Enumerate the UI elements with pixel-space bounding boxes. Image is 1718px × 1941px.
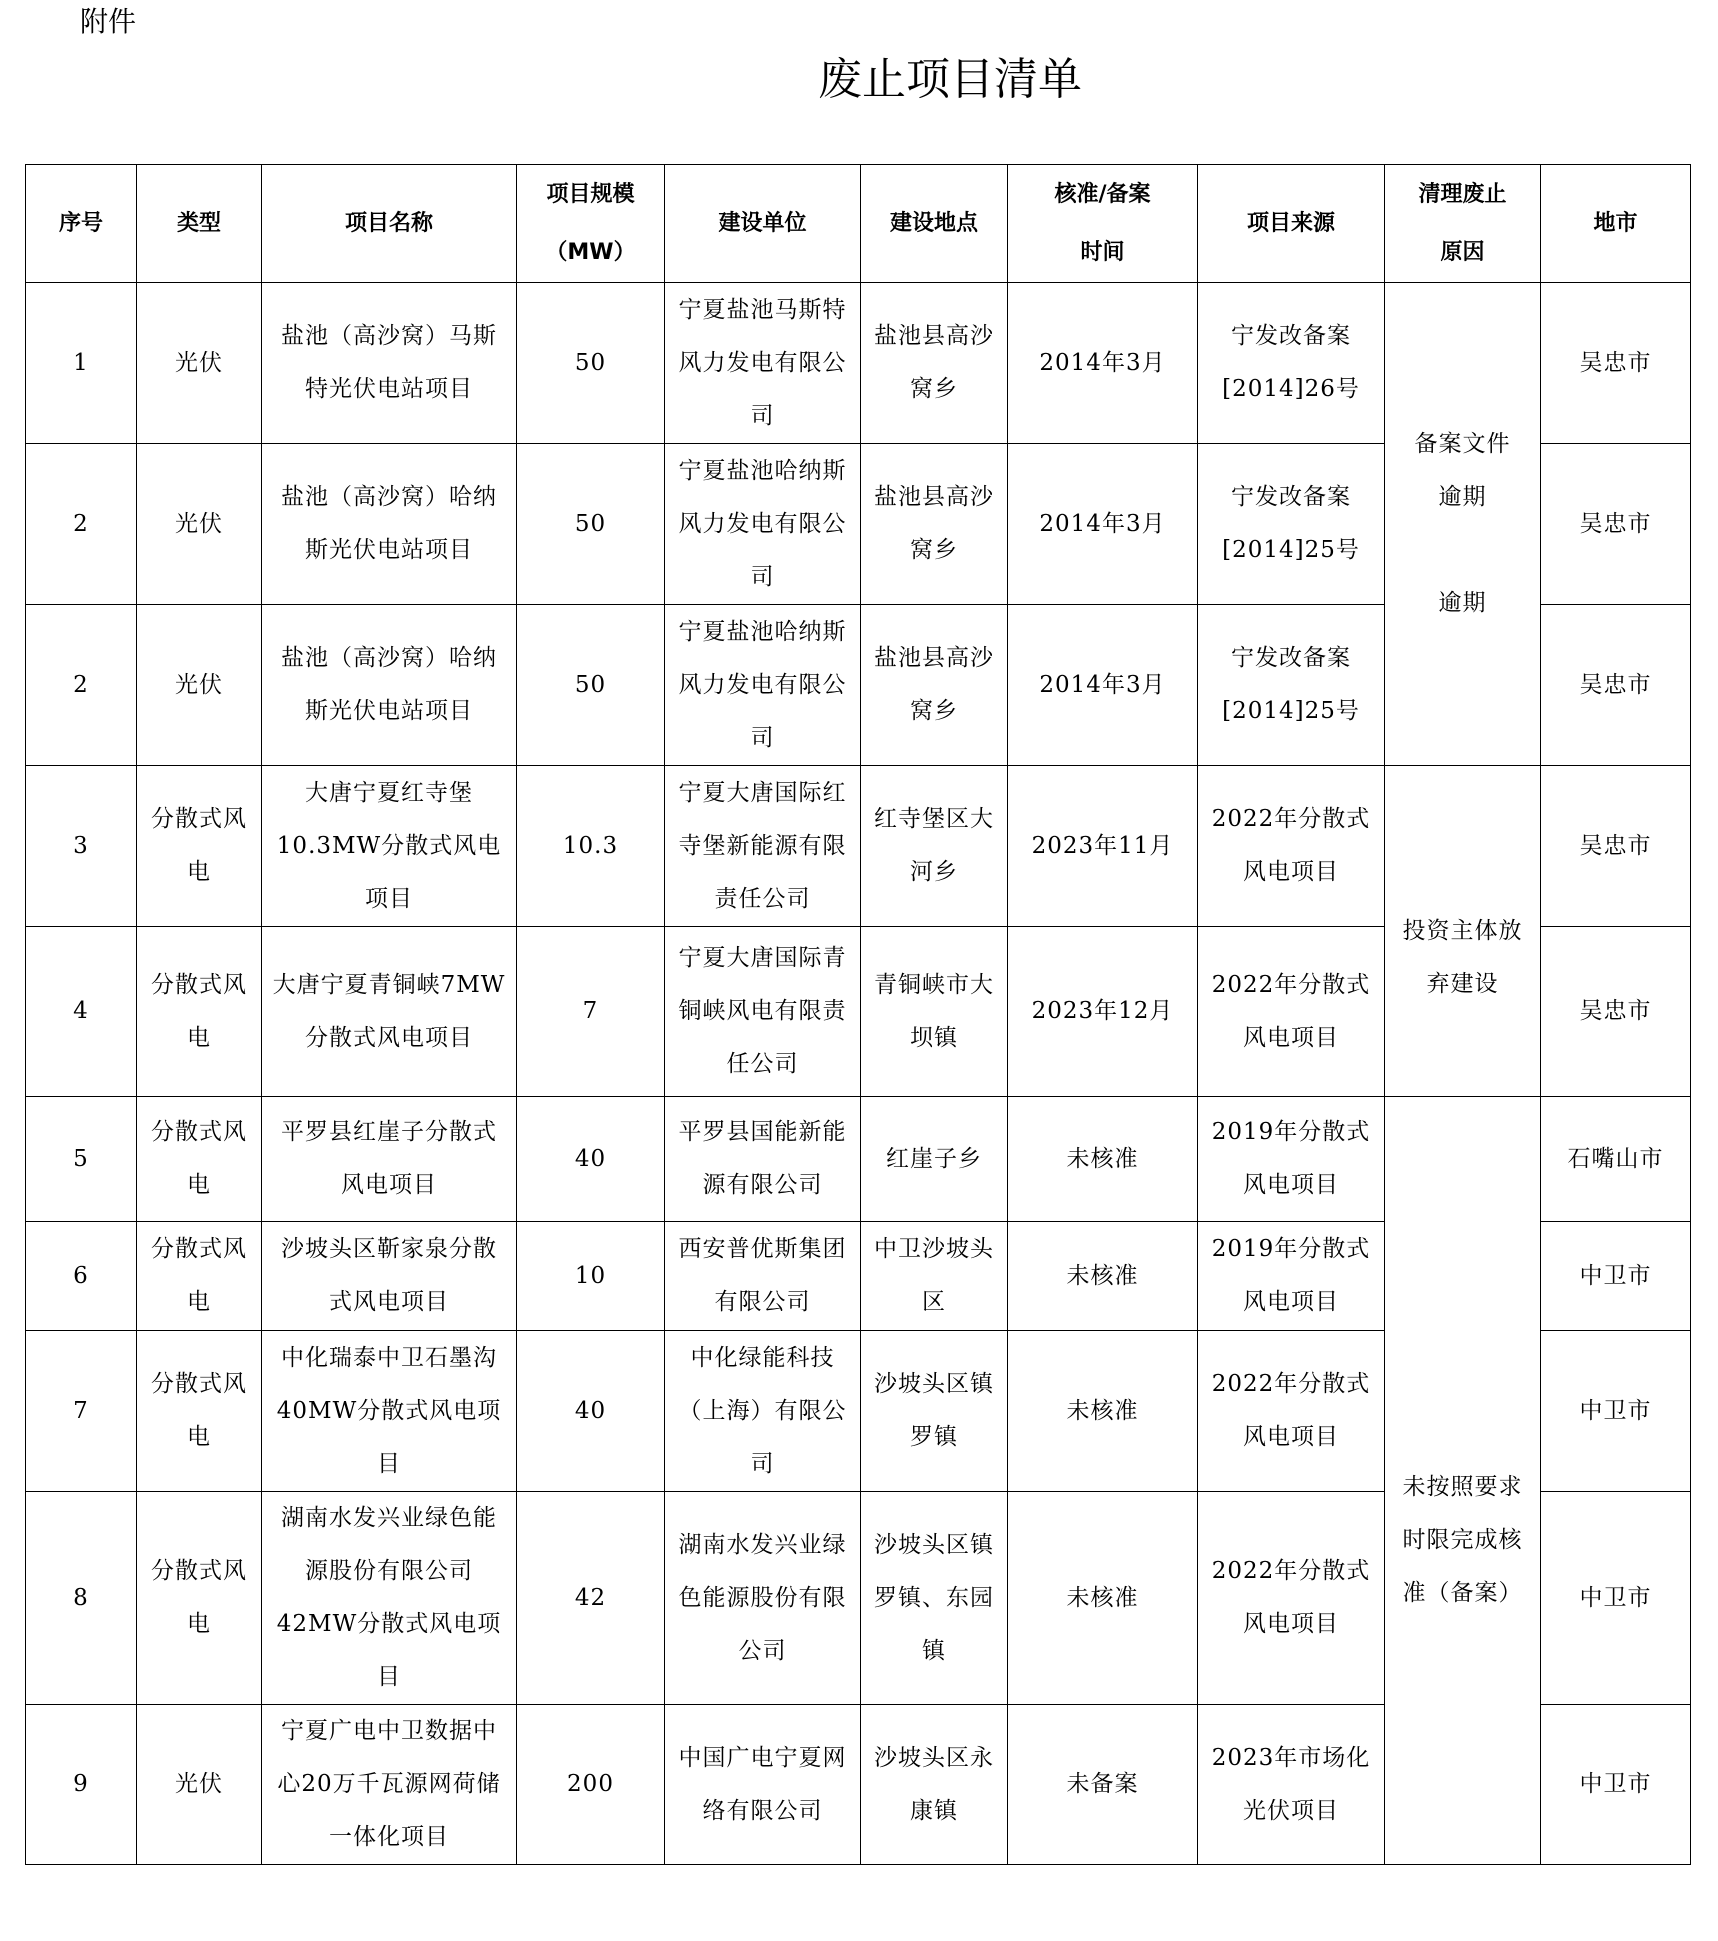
cell-location: 盐池县高沙窝乡 [861,283,1008,444]
cell-source: 宁发改备案[2014]25号 [1198,444,1385,605]
cell-source: 2022年分散式风电项目 [1198,1492,1385,1705]
cell-city: 吴忠市 [1541,927,1691,1097]
cell-scale: 40 [517,1331,665,1492]
cell-seq: 4 [26,927,137,1097]
cell-location: 沙坡头区永康镇 [861,1705,1008,1865]
reason-c-line1: 投资主体放 [1402,917,1523,944]
cell-name: 沙坡头区靳家泉分散式风电项目 [262,1222,517,1331]
cell-seq: 1 [26,283,137,444]
header-time-line2: 时间 [1080,239,1125,265]
cell-seq: 3 [26,766,137,927]
header-reason-line1: 清理废止 [1418,181,1507,207]
cell-unit: 中国广电宁夏网络有限公司 [665,1705,861,1865]
cell-unit: 平罗县国能新能源有限公司 [665,1097,861,1222]
project-table [25,164,1691,1865]
header-seq: 序号 [26,165,137,283]
cell-reason-d [1385,1097,1541,1865]
cell-location: 盐池县高沙窝乡 [861,605,1008,766]
cell-location: 中卫沙坡头区 [861,1222,1008,1331]
cell-type: 分散式风电 [137,1492,262,1705]
cell-name: 湖南水发兴业绿色能源股份有限公司42MW分散式风电项目 [262,1492,517,1705]
cell-seq: 2 [26,444,137,605]
page-title: 废止项目清单 [818,54,1082,105]
header-scale-line1: 项目规模 [546,181,635,207]
cell-scale: 200 [517,1705,665,1865]
header-location: 建设地点 [861,165,1008,283]
header-reason-line2: 原因 [1440,239,1485,265]
cell-time: 2014年3月 [1008,283,1198,444]
cell-seq: 6 [26,1222,137,1331]
reason-d-line2: 时限完成核 [1402,1527,1523,1553]
cell-name: 平罗县红崖子分散式风电项目 [262,1097,517,1222]
cell-city: 中卫市 [1541,1705,1691,1865]
cell-name: 宁夏广电中卫数据中心20万千瓦源网荷储一体化项目 [262,1705,517,1865]
header-row [26,165,1691,283]
cell-location: 青铜峡市大坝镇 [861,927,1008,1097]
cell-location: 沙坡头区镇罗镇 [861,1331,1008,1492]
cell-seq: 9 [26,1705,137,1865]
attachment-label: 附件 [80,5,137,38]
cell-time: 2023年12月 [1008,927,1198,1097]
cell-name: 中化瑞泰中卫石墨沟40MW分散式风电项目 [262,1331,517,1492]
cell-unit: 西安普优斯集团有限公司 [665,1222,861,1331]
cell-time: 2014年3月 [1008,444,1198,605]
cell-city: 吴忠市 [1541,444,1691,605]
cell-time: 未核准 [1008,1492,1198,1705]
cell-time: 未备案 [1008,1705,1198,1865]
header-scale-line2: （MW） [545,239,636,265]
header-unit: 建设单位 [665,165,861,283]
cell-type: 分散式风电 [137,1222,262,1331]
cell-name: 大唐宁夏青铜峡7MW分散式风电项目 [262,927,517,1097]
cell-unit: 宁夏盐池哈纳斯风力发电有限公司 [665,605,861,766]
cell-scale: 42 [517,1492,665,1705]
cell-location: 盐池县高沙窝乡 [861,444,1008,605]
header-city: 地市 [1541,165,1691,283]
cell-name: 盐池（高沙窝）哈纳斯光伏电站项目 [262,444,517,605]
cell-scale: 50 [517,605,665,766]
header-time [1008,165,1198,283]
reason-b-line1: 逾期 [1438,590,1487,616]
reason-c-line2: 弃建设 [1426,970,1499,997]
table-row [26,1097,1691,1222]
cell-time: 未核准 [1008,1097,1198,1222]
cell-type: 分散式风电 [137,766,262,927]
cell-seq: 7 [26,1331,137,1492]
reason-a-line1: 备案文件 [1414,431,1511,457]
cell-source: 宁发改备案[2014]26号 [1198,283,1385,444]
cell-time: 2014年3月 [1008,605,1198,766]
cell-seq: 5 [26,1097,137,1222]
cell-time: 未核准 [1008,1331,1198,1492]
cell-type: 分散式风电 [137,927,262,1097]
cell-name: 大唐宁夏红寺堡10.3MW分散式风电项目 [262,766,517,927]
cell-city: 中卫市 [1541,1492,1691,1705]
table-row [26,283,1691,444]
cell-unit: 宁夏盐池马斯特风力发电有限公司 [665,283,861,444]
cell-source: 2022年分散式风电项目 [1198,927,1385,1097]
cell-time: 未核准 [1008,1222,1198,1331]
cell-scale: 50 [517,283,665,444]
cell-type: 分散式风电 [137,1097,262,1222]
cell-scale: 50 [517,444,665,605]
header-type: 类型 [137,165,262,283]
cell-city: 中卫市 [1541,1331,1691,1492]
table-row [26,766,1691,927]
cell-source: 2023年市场化光伏项目 [1198,1705,1385,1865]
cell-source: 宁发改备案[2014]25号 [1198,605,1385,766]
cell-scale: 10 [517,1222,665,1331]
cell-seq: 2 [26,605,137,766]
header-source: 项目来源 [1198,165,1385,283]
header-name: 项目名称 [262,165,517,283]
cell-city: 吴忠市 [1541,766,1691,927]
cell-source: 2019年分散式风电项目 [1198,1222,1385,1331]
cell-city: 中卫市 [1541,1222,1691,1331]
header-time-line1: 核准/备案 [1054,181,1151,207]
cell-seq: 8 [26,1492,137,1705]
cell-type: 光伏 [137,283,262,444]
cell-scale: 10.3 [517,766,665,927]
cell-source: 2022年分散式风电项目 [1198,766,1385,927]
cell-scale: 7 [517,927,665,1097]
header-scale [517,165,665,283]
cell-unit: 宁夏盐池哈纳斯风力发电有限公司 [665,444,861,605]
cell-reason-c [1385,766,1541,1097]
cell-city: 吴忠市 [1541,605,1691,766]
cell-unit: 宁夏大唐国际青铜峡风电有限责任公司 [665,927,861,1097]
cell-location: 红崖子乡 [861,1097,1008,1222]
cell-type: 光伏 [137,444,262,605]
reason-a-line2: 逾期 [1438,484,1487,510]
cell-name: 盐池（高沙窝）哈纳斯光伏电站项目 [262,605,517,766]
cell-time: 2023年11月 [1008,766,1198,927]
reason-d-line1: 未按照要求 [1402,1474,1523,1500]
cell-unit: 中化绿能科技（上海）有限公司 [665,1331,861,1492]
cell-city: 吴忠市 [1541,283,1691,444]
cell-scale: 40 [517,1097,665,1222]
reason-d-line3: 准（备案） [1402,1580,1523,1606]
cell-reason-a [1385,283,1541,766]
cell-unit: 宁夏大唐国际红寺堡新能源有限责任公司 [665,766,861,927]
cell-type: 分散式风电 [137,1331,262,1492]
cell-city: 石嘴山市 [1541,1097,1691,1222]
cell-unit: 湖南水发兴业绿色能源股份有限公司 [665,1492,861,1705]
cell-source: 2022年分散式风电项目 [1198,1331,1385,1492]
cell-name: 盐池（高沙窝）马斯特光伏电站项目 [262,283,517,444]
cell-source: 2019年分散式风电项目 [1198,1097,1385,1222]
cell-location: 沙坡头区镇罗镇、东园镇 [861,1492,1008,1705]
cell-type: 光伏 [137,1705,262,1865]
cell-type: 光伏 [137,605,262,766]
cell-location: 红寺堡区大河乡 [861,766,1008,927]
header-reason [1385,165,1541,283]
